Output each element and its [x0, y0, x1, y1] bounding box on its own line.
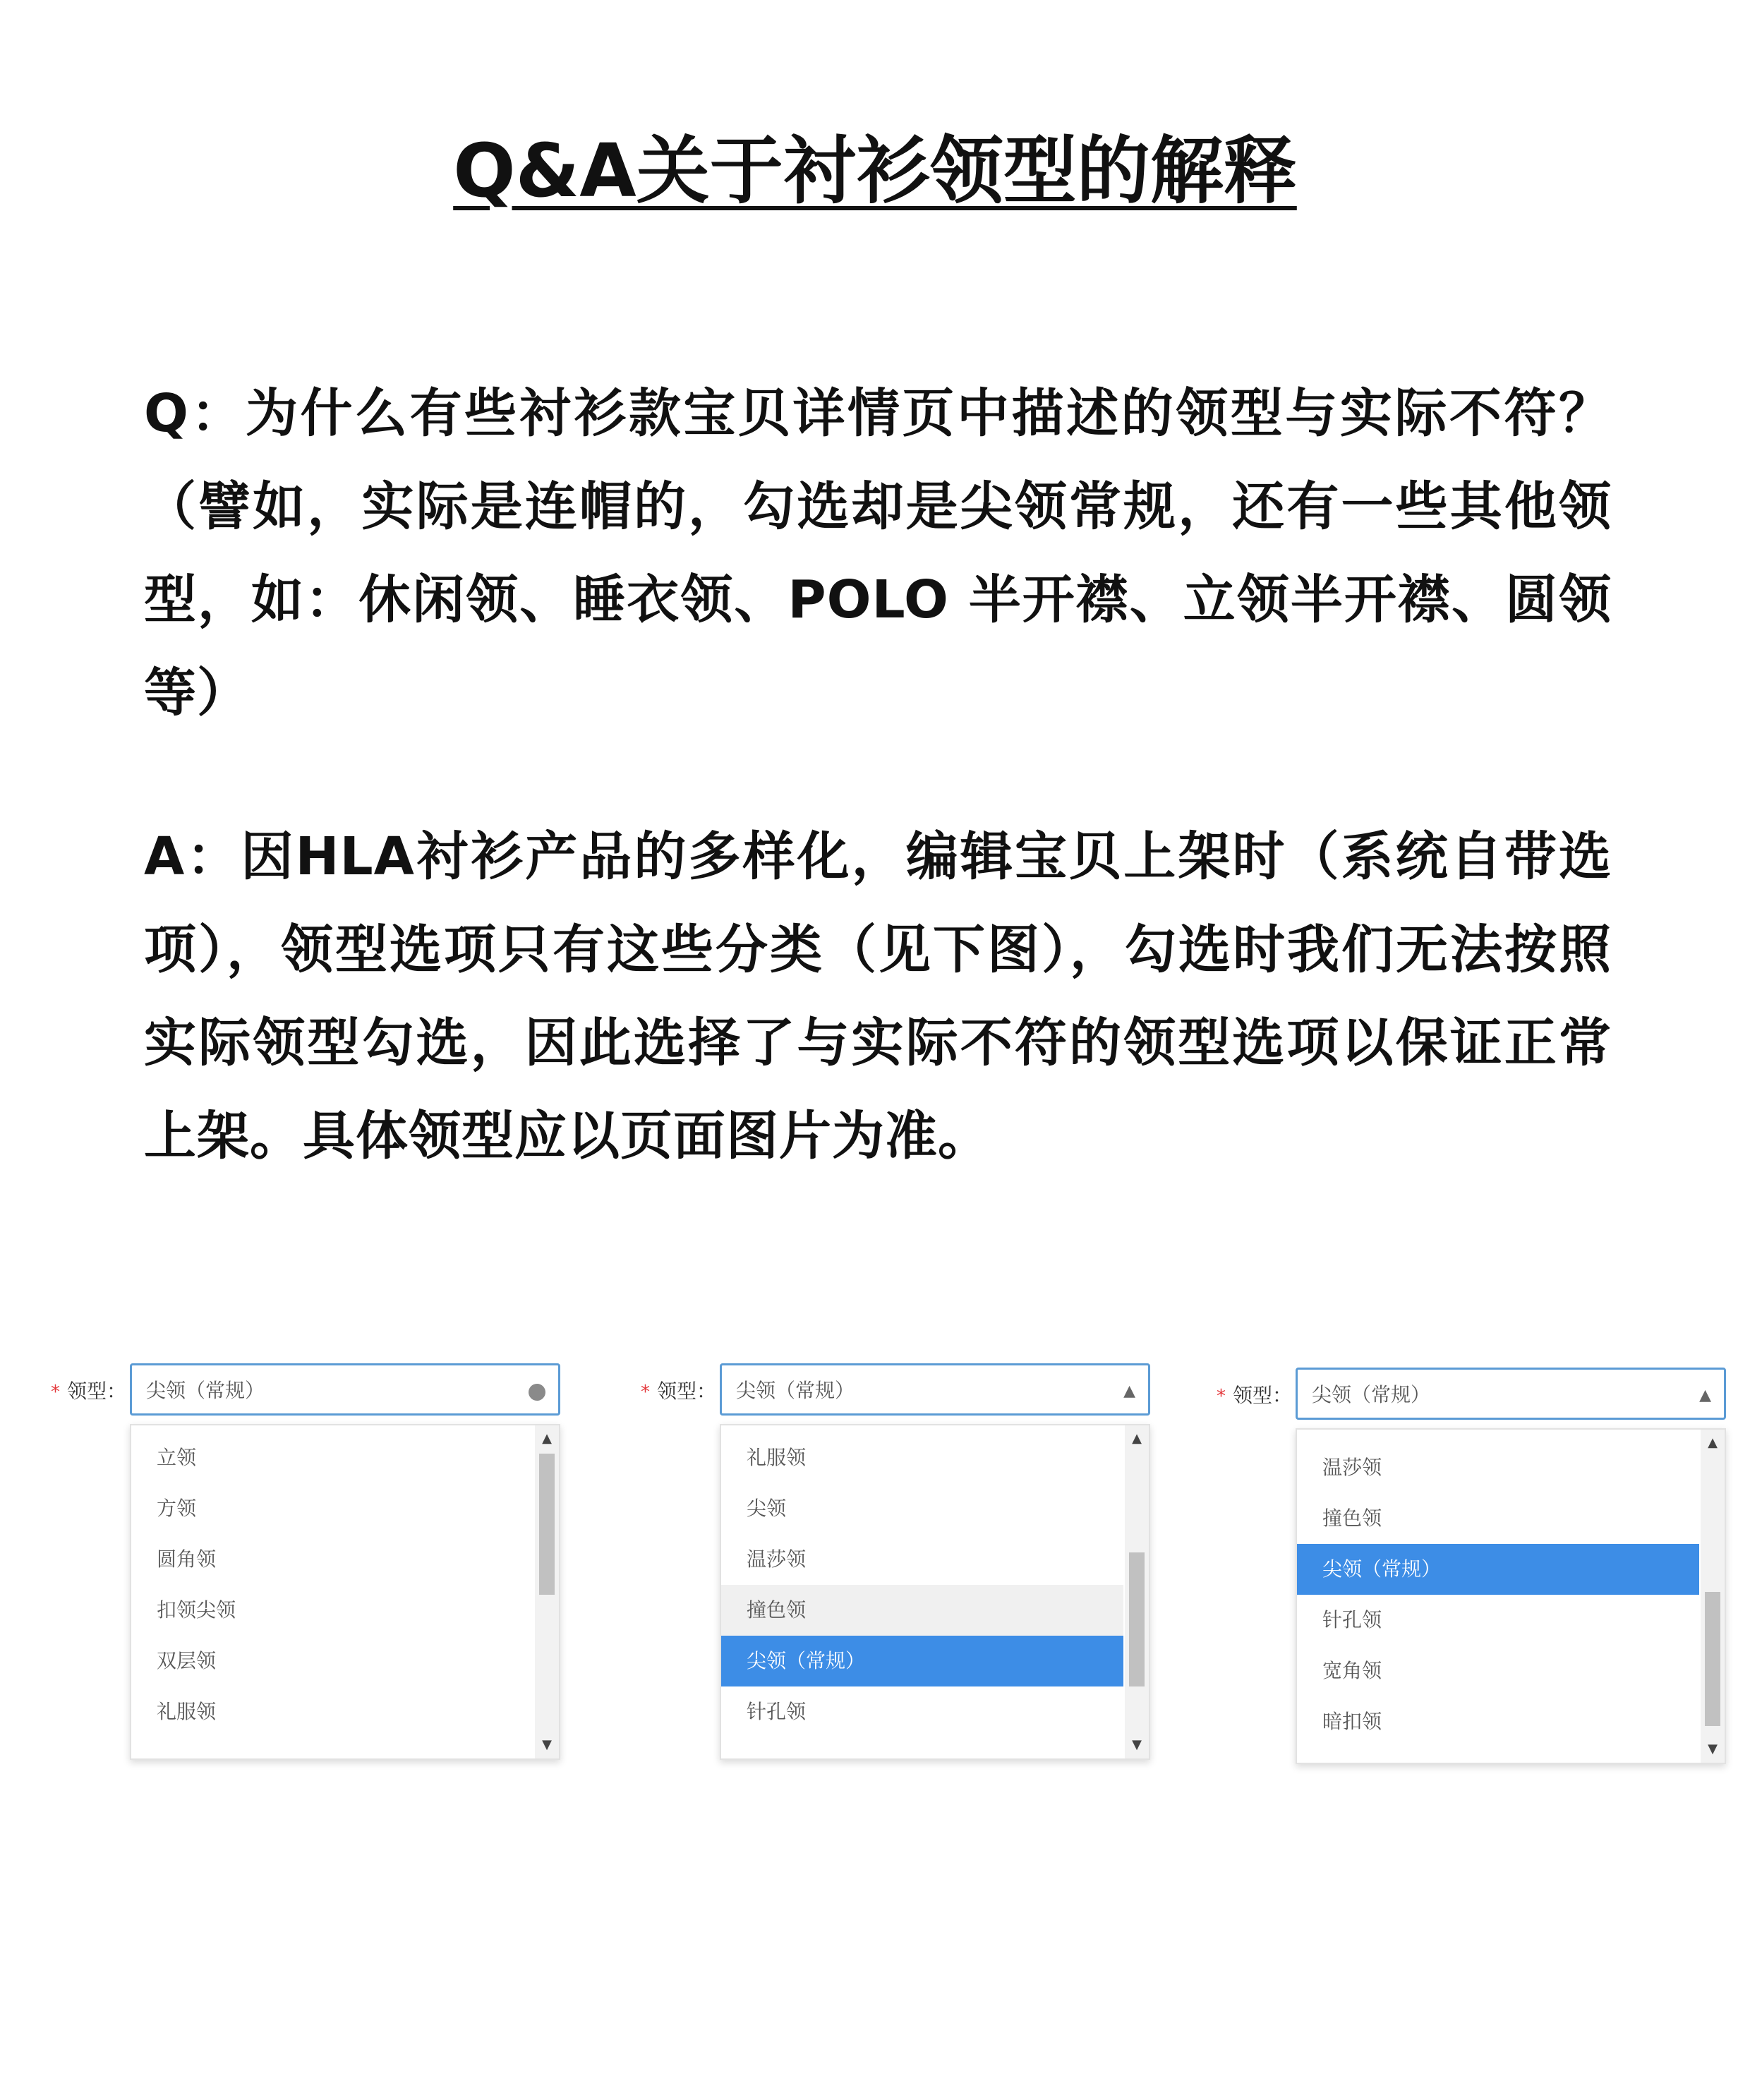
field-label-text: 领型：: [67, 1380, 127, 1403]
scroll-down-icon[interactable]: ▼: [1708, 1742, 1718, 1756]
question-paragraph: Q：为什么有些衬衫款宝贝详情页中描述的领型与实际不符？（譬如，实际是连帽的，勾选却是尖领常规，还有一些其他领型，如：休闲领、睡衣领、POLO 半开襟、立领半开襟、圆领等）: [144, 383, 1612, 723]
page-title: [0, 121, 1750, 220]
clear-icon[interactable]: [529, 1384, 545, 1401]
scrollbar-thumb[interactable]: [539, 1454, 555, 1595]
dropdown-list: [720, 1424, 1150, 1760]
scrollbar-thumb[interactable]: [1129, 1552, 1145, 1686]
option-item[interactable]: 温莎领: [1322, 1456, 1382, 1479]
option-item[interactable]: 暗扣领: [1322, 1710, 1382, 1733]
option-item[interactable]: 圆角领: [157, 1547, 217, 1571]
field-label: [51, 1377, 126, 1406]
option-item[interactable]: 立领: [157, 1446, 197, 1469]
scrollbar-thumb[interactable]: [1705, 1592, 1720, 1726]
collar-select[interactable]: [720, 1363, 1150, 1416]
scroll-down-icon[interactable]: ▼: [1132, 1737, 1142, 1752]
option-item[interactable]: 宽角领: [1322, 1659, 1382, 1682]
field-label: [1217, 1382, 1292, 1411]
field-label: [641, 1377, 716, 1406]
option-item-hovered[interactable]: 撞色领: [721, 1585, 1123, 1636]
dropdown-list: [130, 1424, 560, 1760]
scrollbar[interactable]: [1701, 1430, 1725, 1763]
option-item[interactable]: 针孔领: [747, 1700, 807, 1723]
select-value: 尖领（常规）: [736, 1379, 855, 1402]
collar-dropdown-2: [641, 1363, 1219, 1787]
scrollbar[interactable]: [535, 1425, 559, 1758]
field-label-text: 领型：: [657, 1380, 717, 1403]
select-value: 尖领（常规）: [1312, 1383, 1431, 1406]
option-item-selected[interactable]: 尖领（常规）: [721, 1636, 1123, 1686]
select-value: 尖领（常规）: [146, 1379, 265, 1402]
field-label-text: 领型：: [1233, 1384, 1293, 1407]
collar-dropdown-1: [51, 1363, 629, 1787]
caret-up-icon[interactable]: ▲: [1123, 1382, 1135, 1400]
option-item[interactable]: 方领: [157, 1497, 197, 1520]
option-item[interactable]: 尖领: [747, 1497, 787, 1520]
option-item[interactable]: 礼服领: [157, 1700, 217, 1723]
collar-dropdown-3: [1217, 1368, 1750, 1791]
option-item[interactable]: 礼服领: [747, 1446, 807, 1469]
required-mark: *: [51, 1382, 60, 1403]
option-item[interactable]: 双层领: [157, 1649, 217, 1672]
scroll-up-icon[interactable]: ▲: [542, 1431, 552, 1446]
page-title-text: Q&A关于衬衫领型的解释: [453, 128, 1297, 214]
scrollbar[interactable]: [1125, 1425, 1149, 1758]
required-mark: *: [641, 1382, 650, 1403]
option-item-selected[interactable]: 尖领（常规）: [1297, 1544, 1699, 1595]
collar-select[interactable]: [1296, 1368, 1726, 1420]
collar-select[interactable]: [130, 1363, 560, 1416]
option-item[interactable]: 撞色领: [1322, 1507, 1382, 1530]
dropdown-list: [1296, 1428, 1726, 1764]
scroll-up-icon[interactable]: ▲: [1132, 1431, 1142, 1446]
caret-up-icon[interactable]: ▲: [1699, 1387, 1711, 1404]
scroll-up-icon[interactable]: ▲: [1708, 1435, 1718, 1450]
option-item[interactable]: 温莎领: [747, 1547, 807, 1571]
option-item[interactable]: 扣领尖领: [157, 1598, 236, 1622]
option-item[interactable]: 针孔领: [1322, 1608, 1382, 1631]
required-mark: *: [1217, 1386, 1226, 1407]
answer-paragraph: A：因HLA衬衫产品的多样化，编辑宝贝上架时（系统自带选项），领型选项只有这些分类（见下图），勾选时我们无法按照实际领型勾选，因此选择了与实际不符的领型选项以保证正常上架。具体领型应以页面图片为准。: [144, 826, 1612, 1166]
scroll-down-icon[interactable]: ▼: [542, 1737, 552, 1752]
